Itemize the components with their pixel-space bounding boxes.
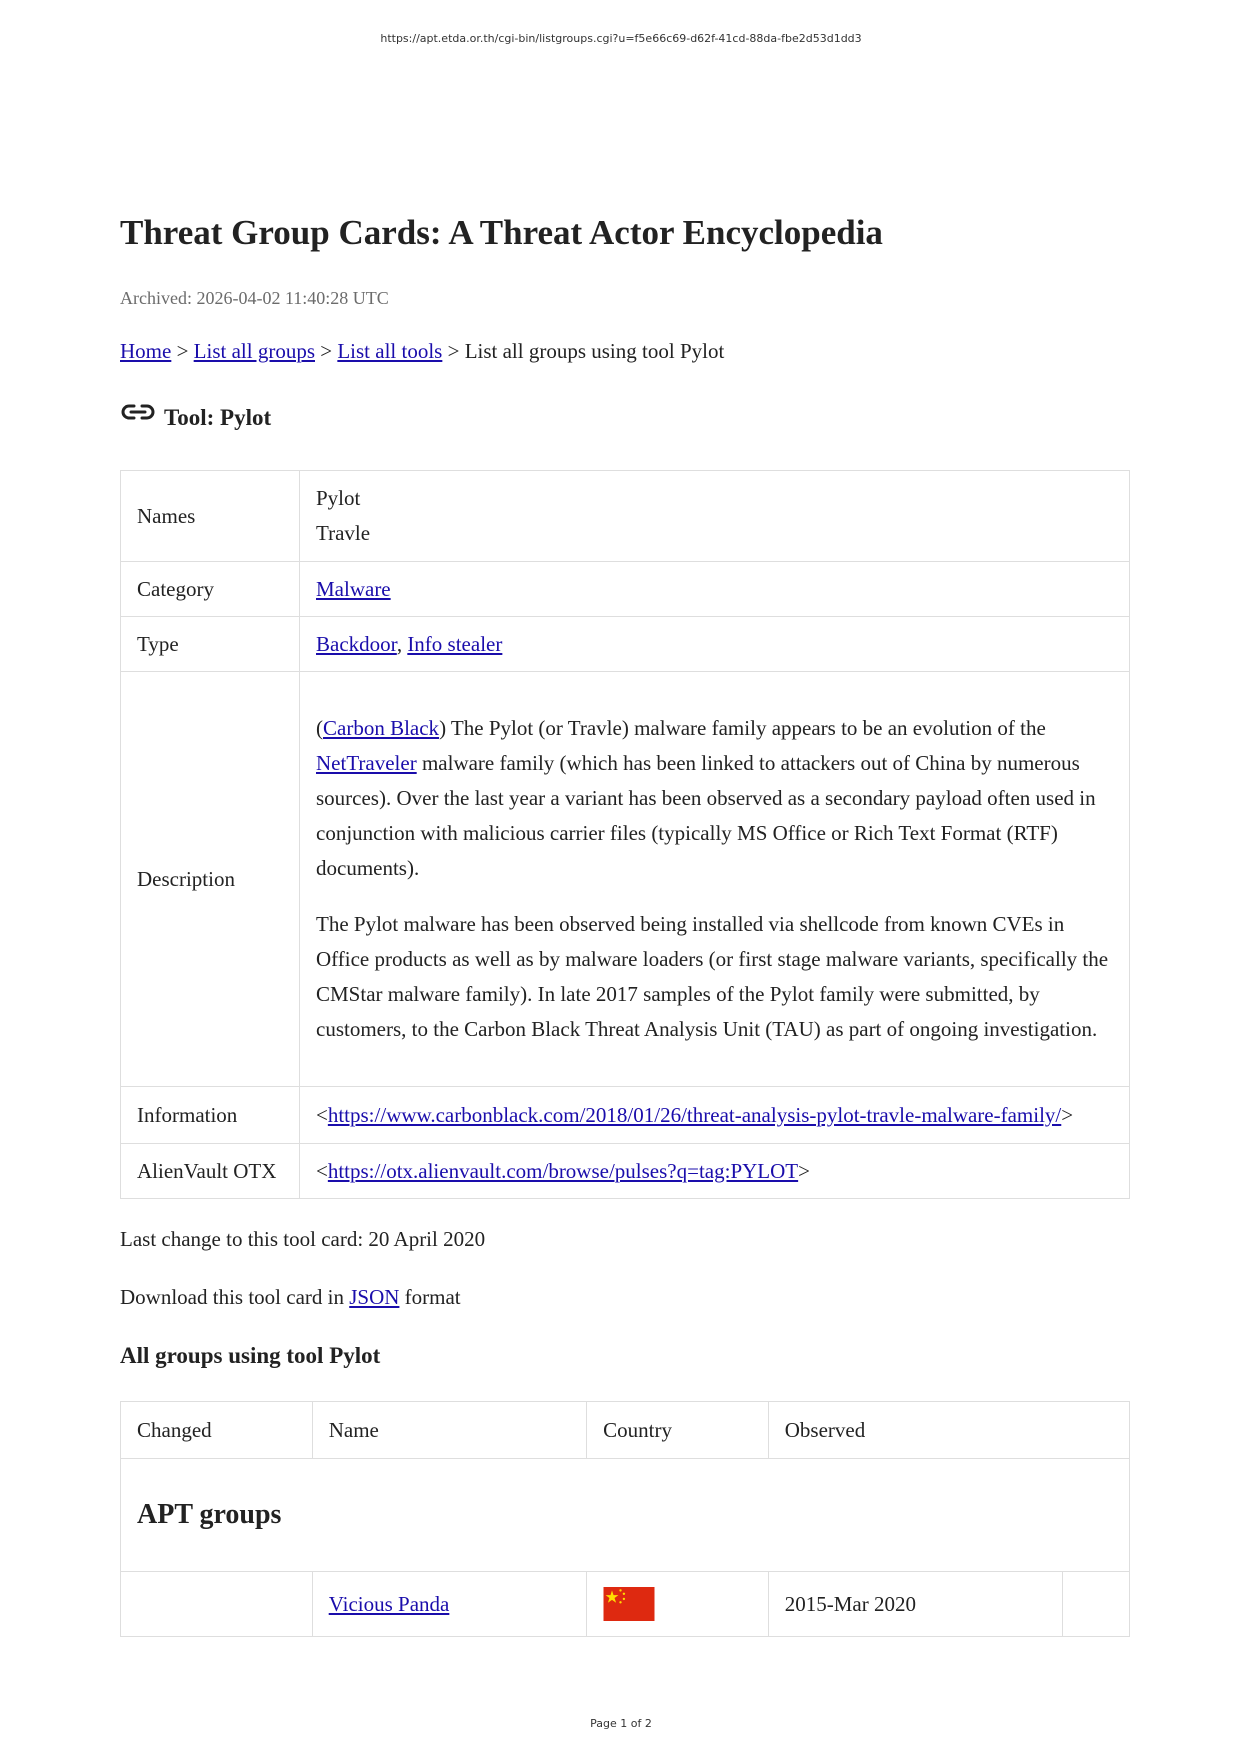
json-download-link[interactable]: JSON: [349, 1285, 400, 1309]
information-value: [300, 1087, 1130, 1144]
table-row: [121, 1087, 1130, 1144]
tool-info-table: [120, 470, 1130, 1199]
cell-country: [587, 1572, 769, 1637]
category-malware-link[interactable]: Malware: [316, 576, 391, 601]
breadcrumb-list-tools-link[interactable]: List all tools: [337, 339, 443, 363]
otx-label: AlienVault OTX: [121, 1144, 300, 1199]
type-backdoor-link[interactable]: Backdoor: [316, 631, 397, 656]
name-item: Travle: [316, 521, 371, 545]
cell-name: [312, 1572, 586, 1637]
groups-table: [120, 1401, 1130, 1637]
otx-value: [300, 1144, 1130, 1199]
description-value: [300, 672, 1130, 1087]
category-value: [300, 562, 1130, 617]
table-row: [121, 617, 1130, 672]
nettraveler-link[interactable]: NetTraveler: [316, 751, 417, 775]
archived-timestamp: Archived: 2026-04-02 11:40:28 UTC: [120, 288, 389, 308]
type-separator: ,: [396, 631, 403, 656]
vicious-panda-link[interactable]: Vicious Panda: [328, 1591, 450, 1616]
angle-close: >: [1061, 1102, 1074, 1127]
last-change-text: Last change to this tool card: 20 April 2020: [120, 1227, 486, 1251]
breadcrumb-separator: >: [320, 339, 333, 363]
names-label: Names: [121, 471, 300, 562]
breadcrumb: [120, 339, 724, 364]
section-row: [121, 1459, 1130, 1572]
carbon-black-link[interactable]: Carbon Black: [323, 716, 440, 740]
description-paragraph: The Pylot malware has been observed being installed via shellcode from known CVEs in Office products as well as by malware loaders (or first stage malware variants, specifically the CMStar malware family). In late 2017 samples of the Pylot family were submitted, by customers, to the Carbon Black Threat Analysis Unit (TAU) as part of ongoing investigation.: [316, 912, 1109, 1041]
table-row: [121, 471, 1130, 562]
description-label: Description: [121, 672, 300, 1087]
description-text: ) The Pylot (or Travle) malware family appears to be an evolution of the: [439, 716, 1046, 740]
paren-open: (: [316, 716, 323, 740]
angle-open: <: [316, 1102, 328, 1127]
angle-close: >: [798, 1158, 810, 1183]
breadcrumb-list-groups-link[interactable]: List all groups: [193, 339, 315, 363]
breadcrumb-separator: >: [176, 339, 189, 363]
otx-link[interactable]: https://otx.alienvault.com/browse/pulses?q=tag:PYLOT: [327, 1158, 799, 1183]
type-value: [300, 617, 1130, 672]
section-apt-groups: APT groups: [121, 1459, 1130, 1572]
description-paragraph: [316, 711, 1113, 886]
angle-open: <: [316, 1158, 328, 1183]
category-label: Category: [121, 562, 300, 617]
description-text: malware family (which has been linked to attackers out of China by numerous sources). Over the last year a variant has been observed as a secondary payload often used in conjunction with malicious carrier files (typically MS Office or Rich Text Format (RTF) documents).: [316, 751, 1096, 880]
table-row: [121, 672, 1130, 1087]
download-line: [120, 1285, 461, 1310]
china-flag-icon: [603, 1587, 655, 1621]
table-row: [121, 1144, 1130, 1199]
tool-heading: [120, 405, 271, 431]
header-changed: Changed: [121, 1402, 313, 1459]
information-link[interactable]: https://www.carbonblack.com/2018/01/26/threat-analysis-pylot-travle-malware-family/: [327, 1102, 1062, 1127]
page-title: Threat Group Cards: A Threat Actor Encyclopedia: [120, 213, 883, 252]
table-header-row: [121, 1402, 1130, 1459]
breadcrumb-current: List all groups using tool Pylot: [464, 339, 725, 363]
name-item: Pylot: [316, 486, 361, 510]
cell-changed: [121, 1572, 313, 1637]
tool-title: Tool: Pylot: [164, 405, 272, 430]
header-observed: Observed: [768, 1402, 1129, 1459]
breadcrumb-separator: >: [447, 339, 460, 363]
header-country: Country: [587, 1402, 769, 1459]
download-suffix: format: [404, 1285, 461, 1309]
table-row: [121, 562, 1130, 617]
type-info-stealer-link[interactable]: Info stealer: [407, 631, 503, 656]
names-value: [300, 471, 1130, 562]
page-url-header: https://apt.etda.or.th/cgi-bin/listgroups.cgi?u=f5e66c69-d62f-41cd-88da-fbe2d53d1dd3: [380, 32, 862, 45]
table-row: [121, 1572, 1130, 1637]
link-icon: [120, 400, 156, 424]
header-name: Name: [312, 1402, 586, 1459]
type-label: Type: [121, 617, 300, 672]
cell-observed: 2015-Mar 2020: [768, 1572, 1063, 1637]
download-prefix: Download this tool card in: [120, 1285, 344, 1309]
page-footer: Page 1 of 2: [590, 1717, 652, 1730]
groups-heading: All groups using tool Pylot: [120, 1343, 381, 1368]
cell-empty: [1063, 1572, 1130, 1637]
information-label: Information: [121, 1087, 300, 1144]
breadcrumb-home-link[interactable]: Home: [120, 339, 172, 363]
